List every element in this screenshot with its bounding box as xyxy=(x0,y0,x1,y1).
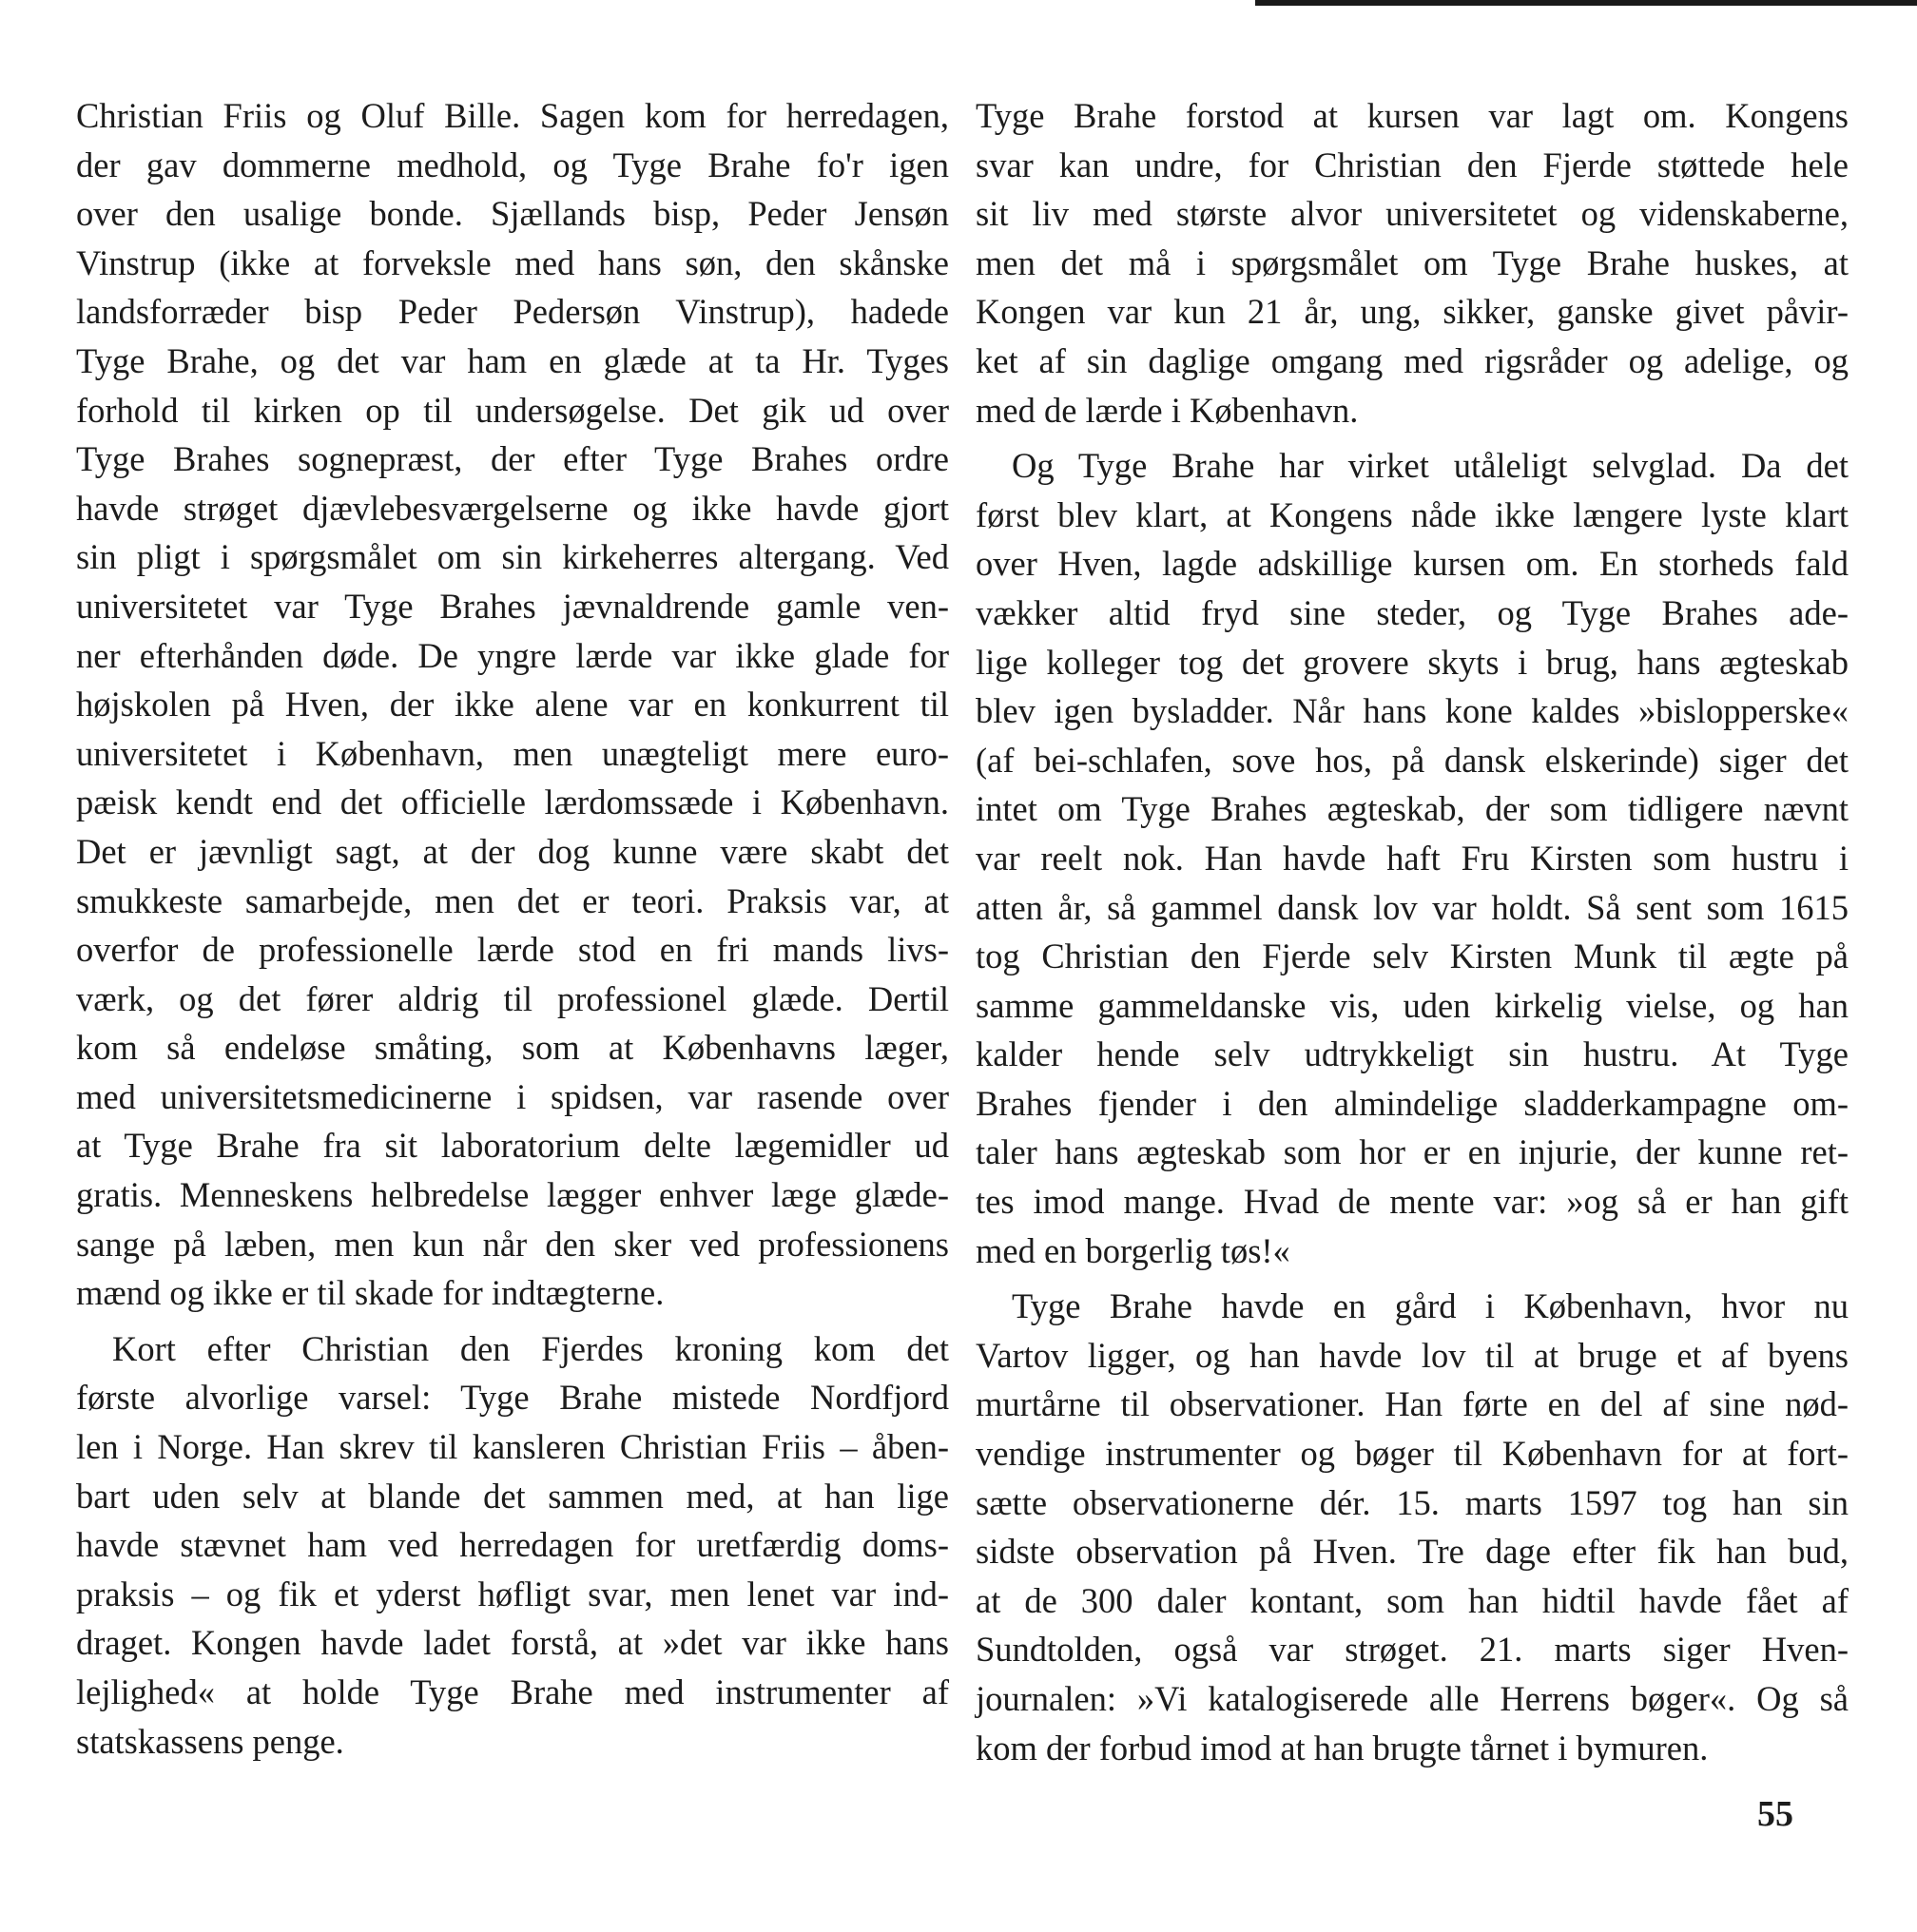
paragraph xyxy=(76,1324,949,1766)
text-line: at Tyge Brahe fra sit laboratorium delte lægemidler ud xyxy=(76,1126,949,1166)
text-line: ner efterhånden døde. De yngre lærde var ikke glade for xyxy=(76,635,949,675)
text-line: med de lærde i København. xyxy=(976,390,1359,430)
text-line: svar kan undre, for Christian den Fjerde støttede hele xyxy=(976,145,1849,184)
text-line: først blev klart, at Kongens nåde ikke længere lyste klart xyxy=(976,494,1849,534)
paragraph xyxy=(976,91,1849,435)
text-line: med universitetsmedicinerne i spidsen, var rasende over xyxy=(76,1076,949,1116)
text-line: sætte observationerne dér. 15. marts 1597 tog han sin xyxy=(976,1482,1849,1522)
text-line: Christian Friis og Oluf Bille. Sagen kom for herredagen, xyxy=(76,96,949,135)
text-line: Tyge Brahe havde en gård i København, hvor nu xyxy=(1012,1286,1849,1326)
text-line: Og Tyge Brahe har virket utåleligt selvglad. Da det xyxy=(1012,446,1849,486)
text-line: intet om Tyge Brahes ægteskab, der som tidligere nævnt xyxy=(976,789,1849,829)
text-line: smukkeste samarbejde, men det er teori. Praksis var, at xyxy=(76,880,949,920)
top-rule xyxy=(1255,0,1917,6)
text-line: havde strøget djævlebesværgelserne og ikke havde gjort xyxy=(76,488,949,528)
text-line: Kongen var kun 21 år, ung, sikker, ganske givet påvir- xyxy=(976,292,1849,332)
text-line: Sundtolden, også var strøget. 21. marts siger Hven- xyxy=(976,1630,1849,1670)
text-line: sin pligt i spørgsmålet om sin kirkeherres altergang. Ved xyxy=(76,537,949,577)
text-line: pæisk kendt end det officielle lærdomssæde i København. xyxy=(76,782,949,822)
text-line: len i Norge. Han skrev til kansleren Christian Friis – åben- xyxy=(76,1427,949,1467)
text-line: universitetet i København, men unægteligt mere euro- xyxy=(76,733,949,773)
text-line: universitetet var Tyge Brahes jævnaldrende gamle ven- xyxy=(76,586,949,626)
page-number: 55 xyxy=(1757,1794,1793,1834)
text-line: første alvorlige varsel: Tyge Brahe mistede Nordfjord xyxy=(76,1378,949,1418)
text-line: blev igen bysladder. Når hans kone kaldes »bislopperske« xyxy=(976,691,1849,731)
right-column xyxy=(976,91,1849,1772)
text-line: mænd og ikke er til skade for indtægterne. xyxy=(76,1273,665,1313)
text-line: atten år, så gammel dansk lov var holdt. Så sent som 1615 xyxy=(976,887,1849,927)
text-line: tog Christian den Fjerde selv Kirsten Munk til ægte på xyxy=(976,937,1849,976)
text-line: der gav dommerne medhold, og Tyge Brahe fo'r igen xyxy=(76,145,949,184)
text-line: lejlighed« at holde Tyge Brahe med instrumenter af xyxy=(76,1672,949,1711)
text-line: statskassens penge. xyxy=(76,1721,344,1761)
text-line: overfor de professionelle lærde stod en fri mands livs- xyxy=(76,930,949,970)
text-line: journalen: »Vi katalogiserede alle Herrens bøger«. Og så xyxy=(976,1679,1849,1718)
text-line: værk, og det fører aldrig til professionel glæde. Dertil xyxy=(76,978,949,1018)
text-line: lige kolleger tog det grovere skyts i brug, hans ægteskab xyxy=(976,642,1849,682)
paragraph xyxy=(976,441,1849,1275)
text-line: Vartov ligger, og han havde lov til at bruge et af byens xyxy=(976,1335,1849,1375)
text-line: vækker altid fryd sine steder, og Tyge Brahes ade- xyxy=(976,592,1849,632)
text-line: taler hans ægteskab som hor er en injurie, der kunne ret- xyxy=(976,1132,1849,1172)
text-line: højskolen på Hven, der ikke alene var en konkurrent til xyxy=(76,685,949,724)
text-line: Brahes fjender i den almindelige sladderkampagne om- xyxy=(976,1083,1849,1123)
text-line: murtårne til observationer. Han førte en del af sine nød- xyxy=(976,1384,1849,1424)
text-line: praksis – og fik et yderst høfligt svar, men lenet var ind- xyxy=(76,1574,949,1613)
text-line: Det er jævnligt sagt, at der dog kunne være skabt det xyxy=(76,831,949,871)
text-line: Kort efter Christian den Fjerdes kroning kom det xyxy=(112,1328,949,1368)
text-line: at de 300 daler kontant, som han hidtil havde fået af xyxy=(976,1580,1849,1620)
left-column xyxy=(76,91,949,1766)
text-line: var reelt nok. Han havde haft Fru Kirsten som hustru i xyxy=(976,838,1849,878)
text-line: (af bei-schlafen, sove hos, på dansk elskerinde) siger det xyxy=(976,740,1849,780)
text-line: havde stævnet ham ved herredagen for uretfærdig doms- xyxy=(76,1525,949,1565)
text-line: med en borgerlig tøs!« xyxy=(976,1230,1290,1270)
text-line: forhold til kirken op til undersøgelse. Det gik ud over xyxy=(76,390,949,430)
text-line: Tyge Brahes sognepræst, der efter Tyge Brahes ordre xyxy=(76,439,949,479)
text-line: over den usalige bonde. Sjællands bisp, Peder Jensøn xyxy=(76,194,949,234)
text-line: kalder hende selv udtrykkeligt sin hustru. At Tyge xyxy=(976,1034,1849,1074)
text-line: kom der forbud imod at han brugte tårnet i bymuren. xyxy=(976,1728,1709,1768)
text-line: vendige instrumenter og bøger til København for at fort- xyxy=(976,1434,1849,1474)
text-line: tes imod mange. Hvad de mente var: »og så er han gift xyxy=(976,1182,1849,1222)
text-line: sit liv med største alvor universitetet og videnskaberne, xyxy=(976,194,1849,234)
text-line: over Hven, lagde adskillige kursen om. En storheds fald xyxy=(976,544,1849,584)
text-line: Tyge Brahe, og det var ham en glæde at ta Hr. Tyges xyxy=(76,340,949,380)
text-line: kom så endeløse småting, som at Københavns læger, xyxy=(76,1028,949,1068)
paragraph xyxy=(976,1282,1849,1772)
text-line: gratis. Menneskens helbredelse lægger enhver læge glæde- xyxy=(76,1175,949,1215)
text-line: Vinstrup (ikke at forveksle med hans søn, den skånske xyxy=(76,242,949,282)
text-line: bart uden selv at blande det sammen med, at han lige xyxy=(76,1476,949,1516)
text-line: sidste observation på Hven. Tre dage efter fik han bud, xyxy=(976,1532,1849,1572)
text-line: landsforræder bisp Peder Pedersøn Vinstrup), hadede xyxy=(76,292,949,332)
text-line: Tyge Brahe forstod at kursen var lagt om. Kongens xyxy=(976,96,1849,135)
text-line: sange på læben, men kun når den sker ved professionens xyxy=(76,1224,949,1264)
text-line: men det må i spørgsmålet om Tyge Brahe huskes, at xyxy=(976,242,1849,282)
paragraph xyxy=(76,91,949,1318)
text-line: ket af sin daglige omgang med rigsråder og adelige, og xyxy=(976,340,1849,380)
text-line: samme gammeldanske vis, uden kirkelig vielse, og han xyxy=(976,985,1849,1025)
text-line: draget. Kongen havde ladet forstå, at »det var ikke hans xyxy=(76,1623,949,1663)
